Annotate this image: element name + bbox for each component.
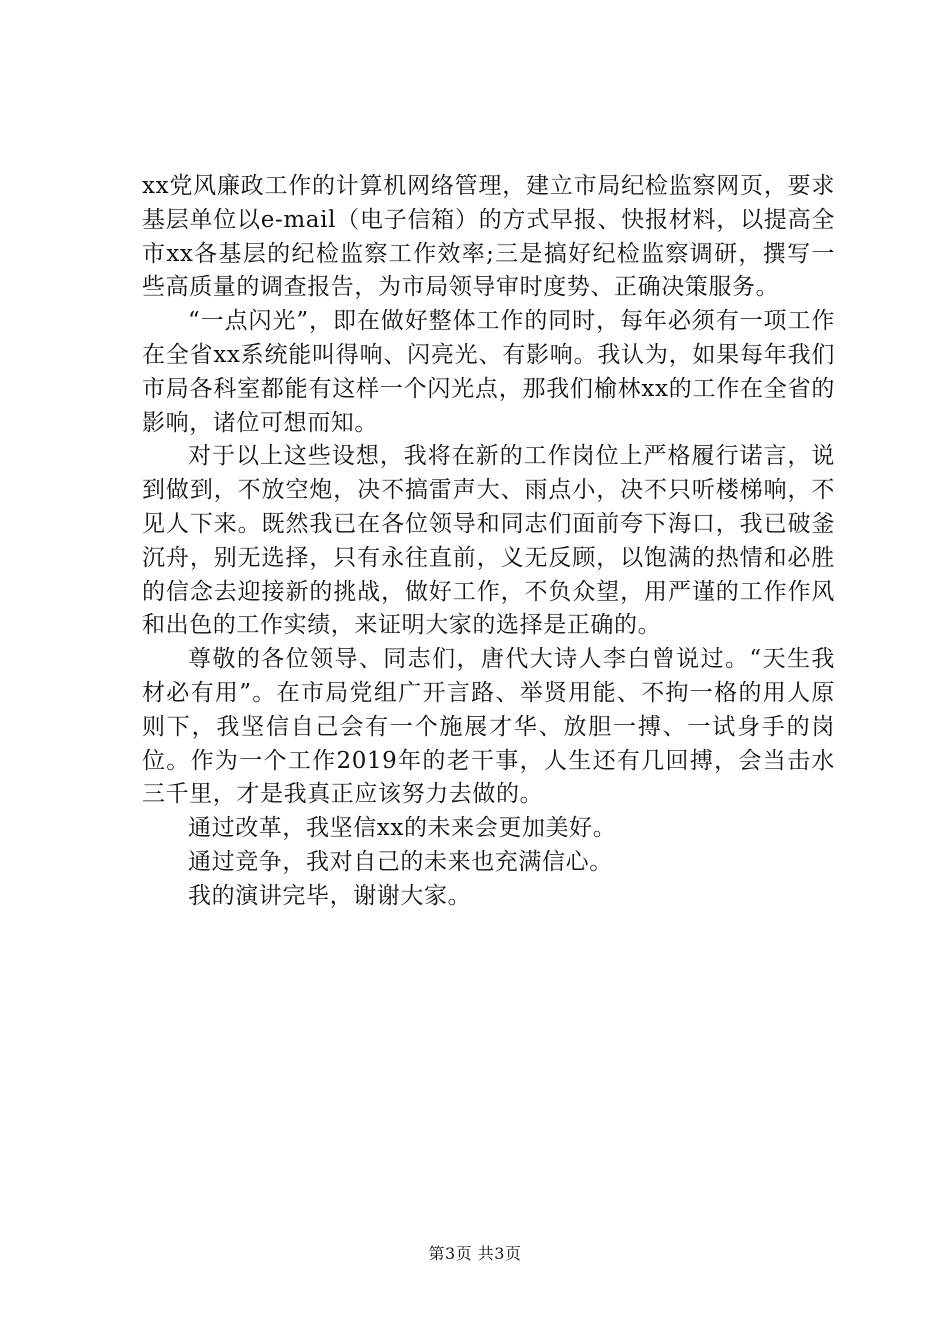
paragraph-highlight: “一点闪光”，即在做好整体工作的同时，每年必须有一项工作在全省xx系统能叫得响、闪亮光、有影响。我认为，如果每年我们市局各科室都能有这样一个闪光点，那我们榆林xx的工作在全省的影响，诸位可想而知。	[142, 308, 835, 436]
page-number-footer: 第3页 共3页	[428, 1244, 522, 1263]
paragraph-competition: 通过竞争，我对自己的未来也充满信心。	[188, 848, 613, 875]
paragraph-continued: xx党风廉政工作的计算机网络管理，建立市局纪检监察网页，要求基层单位以e-mail（电子信箱）的方式早报、快报材料，以提高全市xx各基层的纪检监察工作效率;三是搞好纪检监察调研，撰写一些高质量的调查报告，为市局领导审时度势、正确决策服务。	[142, 173, 835, 301]
paragraph-closing: 我的演讲完毕，谢谢大家。	[188, 882, 472, 909]
paragraph-reform: 通过改革，我坚信xx的未来会更加美好。	[188, 815, 617, 842]
paragraph-commitment: 对于以上这些设想，我将在新的工作岗位上严格履行诺言，说到做到，不放空炮，决不搞雷声大、雨点小，决不只听楼梯响，不见人下来。既然我已在各位领导和同志们面前夸下海口，我已破釜沉舟，别无选择，只有永往直前，义无反顾，以饱满的热情和必胜的信念去迎接新的挑战，做好工作，不负众望，用严谨的工作作风和出色的工作实绩，来证明大家的选择是正确的。	[142, 443, 835, 639]
document-body	[142, 170, 835, 914]
paragraph-address: 尊敬的各位领导、同志们，唐代大诗人李白曾说过。“天生我材必有用”。在市局党组广开言路、举贤用能、不拘一格的用人原则下，我坚信自己会有一个施展才华、放胆一搏、一试身手的岗位。作为一个工作2019年的老干事，人生还有几回搏，会当击水三千里，才是我真正应该努力去做的。	[142, 646, 835, 808]
